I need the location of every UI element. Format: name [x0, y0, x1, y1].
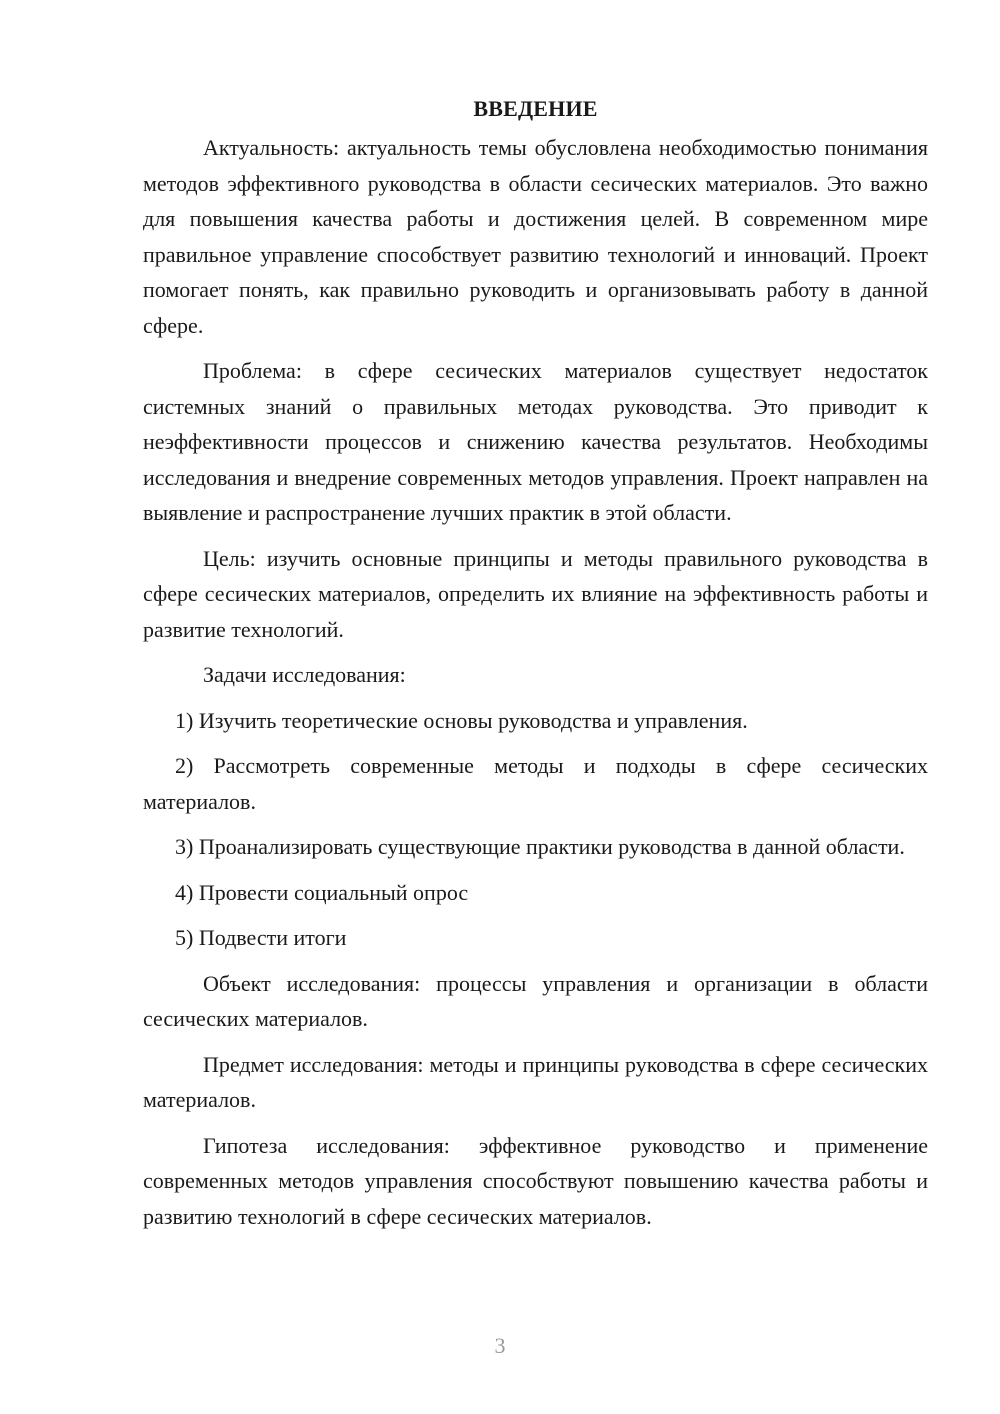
task-item: 1) Изучить теоретические основы руководства и управления.	[175, 707, 748, 733]
document-title: ВВЕДЕНИЕ	[473, 96, 598, 121]
document-page	[143, 92, 928, 1244]
subject-paragraph: Предмет исследования: методы и принципы руководства в сфере сесических материалов.	[143, 1051, 928, 1112]
relevance-paragraph: Актуальность: актуальность темы обусловлена необходимостью понимания методов эффективного руководства в области сесических материалов. Это важно для повышения качества работы и достижения целей. В современном мире правильное управление способствует развитию технологий и инноваций. Проект помогает понять, как правильно руководить и организовывать работу в данной сфере.	[143, 135, 928, 338]
task-item: 4) Провести социальный опрос	[175, 879, 469, 905]
tasks-heading: Задачи исследования:	[203, 662, 406, 687]
hypothesis-paragraph: Гипотеза исследования: эффективное руководство и применение современных методов управления способствуют повышению качества работы и развитию технологий в сфере сесических материалов.	[143, 1132, 928, 1229]
problem-paragraph: Проблема: в сфере сесических материалов существует недостаток системных знаний о правильных методах руководства. Это приводит к неэффективности процессов и снижению качества результатов. Необходимы исследования и внедрение современных методов управления. Проект направлен на выявление и распространение лучших практик в этой области.	[143, 358, 928, 525]
goal-paragraph: Цель: изучить основные принципы и методы правильного руководства в сфере сесических материалов, определить их влияние на эффективность работы и развитие технологий.	[143, 545, 928, 642]
task-item: 5) Подвести итоги	[175, 925, 347, 950]
task-item: 2) Рассмотреть современные методы и подходы в сфере сесических материалов.	[143, 753, 928, 814]
page-number: 3	[494, 1333, 506, 1358]
task-item: 3) Проанализировать существующие практики руководства в данной области.	[175, 834, 905, 859]
object-paragraph: Объект исследования: процессы управления и организации в области сесических материалов.	[143, 970, 928, 1031]
